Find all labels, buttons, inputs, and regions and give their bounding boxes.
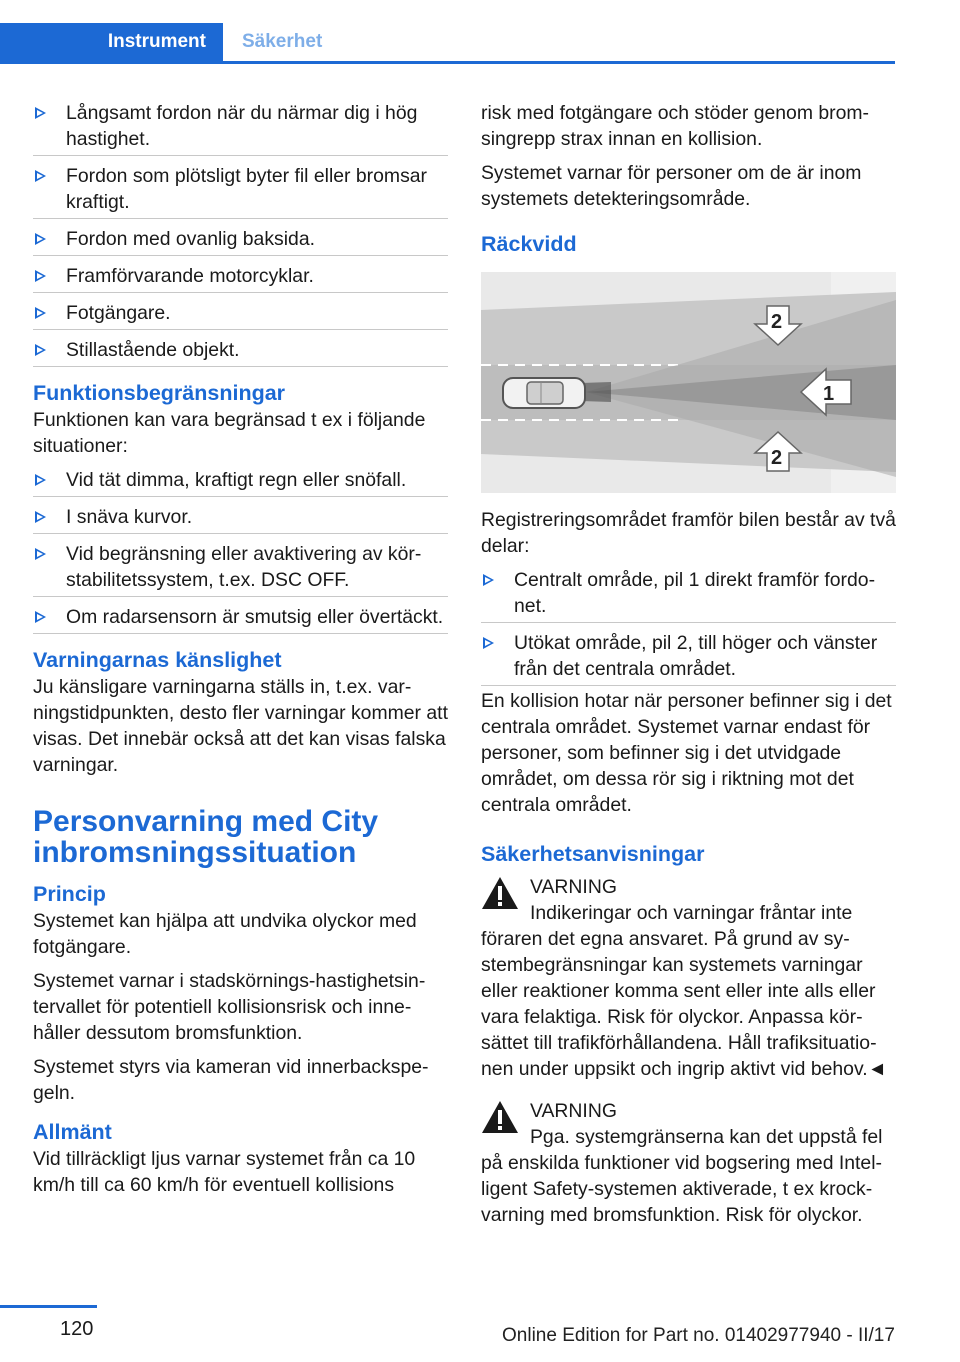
arrow-2-bottom-label: 2	[771, 447, 783, 469]
range-text: En kollision hotar när personer befinner sig i det centrala området. Systemet varnar endast för personer, som befinner sig i det utvidgade området, om dessa rör sig i riktning mot det centrala området.	[481, 690, 892, 816]
list-item	[33, 467, 448, 499]
header-rule	[0, 61, 895, 64]
sensitivity-text: Ju känsligare varningarna ställs in, t.ex. varningstidpunkten, desto fler varningar kommer att visas. Det innebär också att det kan visas falska varningar.	[33, 676, 448, 776]
list-item-text: Vid begränsning eller avaktivering av körstabilitetssystem, t.ex. DSC OFF.	[66, 543, 422, 591]
bullet-list-limitations	[33, 467, 448, 636]
footer-rule	[0, 1305, 97, 1308]
bullet-arrow-icon	[483, 637, 494, 649]
page-number: 120	[60, 1318, 94, 1340]
warning-1-title: VARNING	[530, 876, 617, 898]
bullet-arrow-icon	[35, 344, 46, 356]
heading-general: Allmänt	[33, 1120, 112, 1144]
list-item	[33, 258, 448, 295]
arrow-2-top-label: 2	[771, 311, 783, 333]
principle-text-1: Systemet kan hjälpa att undvika olyckor med fotgängare.	[33, 910, 417, 958]
heading-limitations: Funktionsbegränsningar	[33, 381, 286, 405]
list-item-text: Fotgängare.	[66, 302, 171, 324]
list-item	[481, 625, 896, 688]
list-item-text: Framförvarande motorcyklar.	[66, 265, 314, 287]
tab-instrument-label: Instrument	[107, 31, 206, 52]
list-item-text: Utökat område, pil 2, till höger och vänster från det centrala området.	[514, 632, 878, 680]
bullet-arrow-icon	[35, 474, 46, 486]
list-item	[33, 599, 448, 636]
car-icon	[503, 378, 585, 408]
list-item	[33, 158, 448, 221]
list-item	[481, 567, 896, 625]
tab-sakerhet[interactable]	[223, 23, 353, 61]
warning-block-1	[481, 874, 896, 1082]
bullet-list-range	[481, 567, 896, 688]
warning-1-text: Indikeringar och varningar fråntar inte föraren det egna ansvaret. På grund av systembegränsningar kan systemets varningar eller reaktioner komma sent eller inte alls eller vara felaktiga. Risk för olyckor. Anpassa körsättet till trafikförhållandena. Håll trafiksituationen under uppsikt och ingrip aktivt vid behov.◄	[481, 902, 887, 1080]
limitations-intro: Funktionen kan vara begränsad t ex i följande situationer:	[33, 409, 426, 457]
heading-sensitivity: Varningarnas känslighet	[33, 648, 282, 672]
list-item	[33, 100, 448, 158]
bullet-arrow-icon	[35, 548, 46, 560]
list-item-text: Fordon med ovanlig baksida.	[66, 228, 315, 250]
list-item	[33, 536, 448, 599]
edition-note: Online Edition for Part no. 01402977940 - II/17	[502, 1325, 895, 1346]
list-item	[33, 295, 448, 332]
list-item	[33, 221, 448, 258]
list-item	[33, 332, 448, 369]
range-intro: Registreringsområdet framför bilen består av två delar:	[481, 509, 896, 557]
list-item-text: Långsamt fordon när du närmar dig i hög hastighet.	[66, 102, 418, 150]
list-item-text: Centralt område, pil 1 direkt framför fordonet.	[514, 569, 876, 617]
tab-instrument[interactable]	[0, 23, 223, 61]
persons-warning-text: Systemet varnar för personer om de är inom systemets detekteringsområde.	[481, 162, 862, 210]
page-header	[0, 0, 960, 64]
principle-text-2: Systemet varnar i stadskörnings-hastighetsintervallet för potentiell kollisionsrisk och innehåller dessutom bromsfunktion.	[33, 970, 426, 1044]
left-column	[33, 100, 448, 1206]
detection-range-figure	[481, 272, 896, 493]
list-item-text: Vid tät dimma, kraftigt regn eller snöfall.	[66, 469, 407, 491]
bullet-arrow-icon	[35, 107, 46, 119]
bullet-arrow-icon	[35, 270, 46, 282]
bullet-arrow-icon	[35, 511, 46, 523]
bullet-arrow-icon	[35, 233, 46, 245]
warning-triangle-icon	[481, 876, 519, 910]
general-text: Vid tillräckligt ljus varnar systemet från ca 10 km/h till ca 60 km/h för eventuell kollisions	[33, 1148, 416, 1196]
list-item	[33, 499, 448, 536]
continued-text: risk med fotgängare och stöder genom bromsingrepp strax innan en kollision.	[481, 102, 870, 150]
warning-2-text: Pga. systemgränserna kan det uppstå fel på enskilda funktioner vid bogsering med Intelligent Safety-systemen aktiverade, t ex krockvarning med bromsfunktion. Risk för olyckor.	[481, 1126, 883, 1226]
warning-triangle-icon	[481, 1100, 519, 1134]
arrow-1-label: 1	[823, 383, 835, 405]
list-item-text: Stillastående objekt.	[66, 339, 240, 361]
detection-range-illustration	[481, 272, 896, 493]
warning-2-title: VARNING	[530, 1100, 617, 1122]
heading-person-warning: Personvarning med City inbromsningssituation	[33, 805, 379, 869]
tab-sakerhet-label: Säkerhet	[242, 31, 323, 52]
heading-principle: Princip	[33, 882, 106, 906]
right-column	[481, 100, 896, 1236]
bullet-arrow-icon	[35, 611, 46, 623]
bullet-arrow-icon	[35, 170, 46, 182]
warning-block-2	[481, 1098, 896, 1228]
list-item-text: Om radarsensorn är smutsig eller övertäckt.	[66, 606, 444, 628]
bullet-list-situations	[33, 100, 448, 369]
heading-safety: Säkerhetsanvisningar	[481, 842, 705, 866]
principle-text-3: Systemet styrs via kameran vid innerbackspegeln.	[33, 1056, 429, 1104]
list-item-text: Fordon som plötsligt byter fil eller bromsar kraftigt.	[66, 165, 428, 213]
bullet-arrow-icon	[35, 307, 46, 319]
heading-range: Räckvidd	[481, 232, 577, 256]
bullet-arrow-icon	[483, 574, 494, 586]
list-item-text: I snäva kurvor.	[66, 506, 193, 528]
